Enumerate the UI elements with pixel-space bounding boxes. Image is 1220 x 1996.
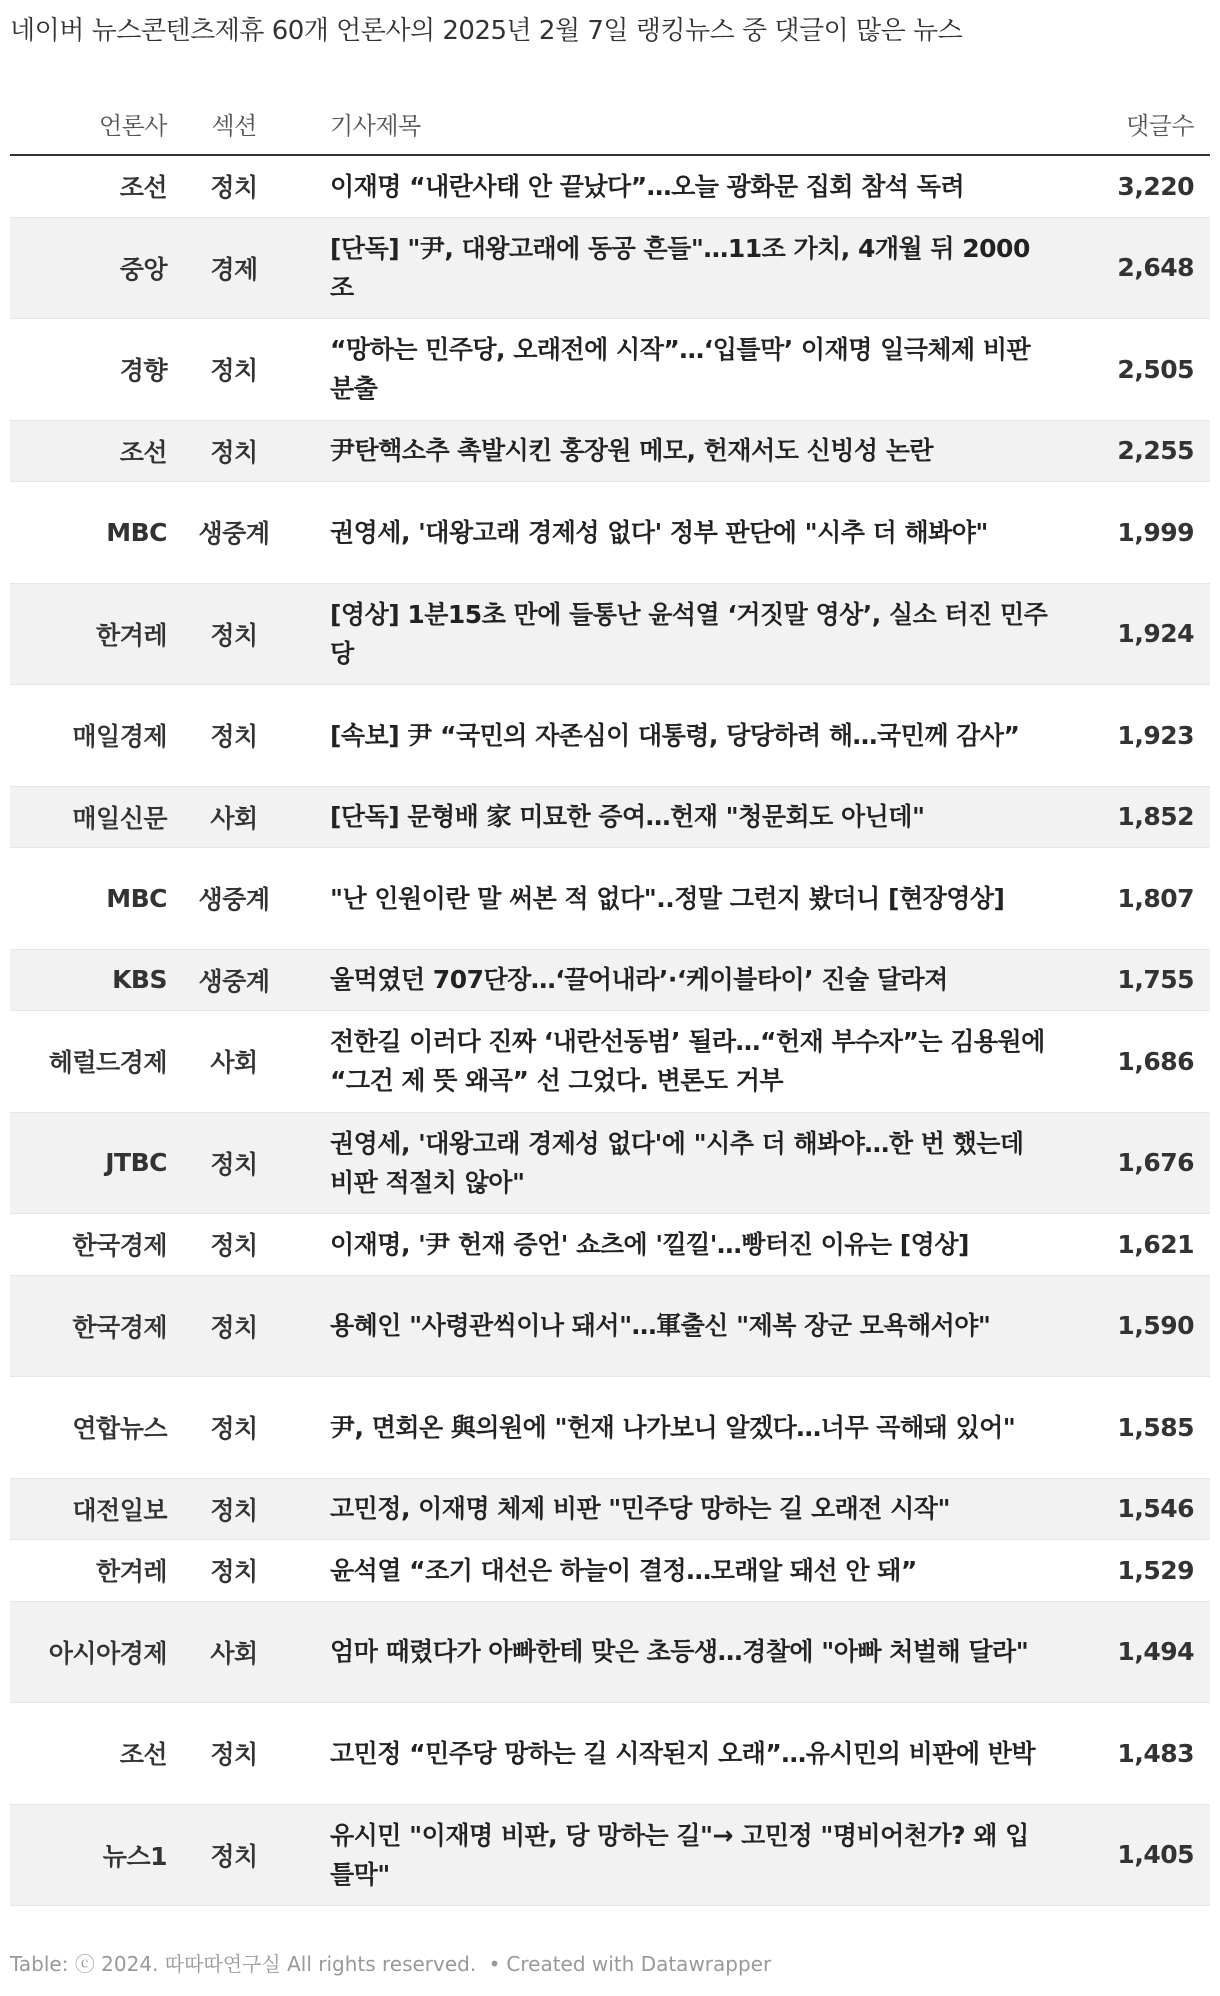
cell-title: [속보] 尹 “국민의 자존심이 대통령, 당당하려 해…국민께 감사” xyxy=(330,720,1020,750)
cell-section: 정치 xyxy=(210,722,258,752)
cell-title: 권영세, '대왕고래 경제성 없다' 정부 판단에 "시추 더 해봐야" xyxy=(330,517,988,547)
cell-outlet: 조선 xyxy=(119,1740,167,1770)
cell-comments: 1,405 xyxy=(1117,1840,1194,1870)
cell-section: 정치 xyxy=(210,1414,258,1444)
cell-section: 정치 xyxy=(210,1557,258,1587)
cell-outlet: 조선 xyxy=(119,173,167,203)
cell-title: [단독] 문형배 家 미묘한 증여…헌재 "청문회도 아닌데" xyxy=(330,802,925,832)
footer-prefix: Table: xyxy=(10,1952,69,1976)
cell-section: 사회 xyxy=(210,1048,258,1078)
cell-outlet: 매일신문 xyxy=(72,803,167,833)
table-row xyxy=(10,1113,1210,1215)
cell-section: 정치 xyxy=(210,1841,258,1871)
cell-title: 이재명 “내란사태 안 끝났다”…오늘 광화문 집회 참석 독려 xyxy=(330,171,965,201)
cell-comments: 1,923 xyxy=(1117,720,1194,750)
cell-title: 용혜인 "사령관씩이나 돼서"…軍출신 "제복 장군 모욕해서야" xyxy=(330,1311,991,1341)
cell-title: [영상] 1분15초 만에 들통난 윤석열 ‘거짓말 영상’, 실소 터진 민주당 xyxy=(330,599,1048,668)
cell-section: 정치 xyxy=(210,1149,258,1179)
cell-comments: 1,676 xyxy=(1117,1148,1194,1178)
cell-outlet: 조선 xyxy=(119,437,167,467)
column-header-outlet: 언론사 xyxy=(98,111,167,140)
cell-title: 엄마 때렸다가 아빠한테 맞은 초등생…경찰에 "아빠 처벌해 달라" xyxy=(330,1637,1029,1667)
cell-title: 윤석열 “조기 대선은 하늘이 결정…모래알 돼선 안 돼” xyxy=(330,1555,917,1585)
cell-comments: 2,505 xyxy=(1117,354,1194,384)
cell-outlet: 뉴스1 xyxy=(102,1841,167,1871)
cell-section: 정치 xyxy=(210,1495,258,1525)
cell-title: 권영세, '대왕고래 경제성 없다'에 "시추 더 해봐야…한 번 했는데 비판 적절치 않아" xyxy=(330,1128,1024,1197)
cell-outlet: MBC xyxy=(106,517,167,547)
cell-outlet: 한겨레 xyxy=(96,1557,167,1587)
cell-title: 유시민 "이재명 비판, 당 망하는 길"→ 고민정 "명비어천가? 왜 입틀막" xyxy=(330,1820,1029,1889)
cell-comments: 1,483 xyxy=(1117,1738,1194,1768)
column-header-section: 섹션 xyxy=(211,111,257,140)
table-title: 네이버 뉴스콘텐츠제휴 60개 언론사의 2025년 2월 7일 랭킹뉴스 중 댓글이 많은 뉴스 xyxy=(10,16,963,46)
table-row xyxy=(10,218,1210,320)
table-row xyxy=(10,950,1210,1012)
cell-section: 정치 xyxy=(210,1231,258,1261)
cell-comments: 1,924 xyxy=(1117,619,1194,649)
ranking-table xyxy=(10,92,1210,1906)
table-row xyxy=(10,1377,1210,1479)
cell-title: [단독] "尹, 대왕고래에 동공 흔들"…11조 가치, 4개월 뒤 2000조 xyxy=(330,233,1030,302)
cell-title: “망하는 민주당, 오래전에 시작”…‘입틀막’ 이재명 일극체제 비판 분출 xyxy=(330,335,1031,404)
table-row xyxy=(10,848,1210,950)
cell-outlet: KBS xyxy=(112,965,167,995)
cell-section: 정치 xyxy=(210,1740,258,1770)
cell-title: 고민정 “민주당 망하는 길 시작된지 오래”…유시민의 비판에 반박 xyxy=(330,1738,1036,1768)
cell-section: 정치 xyxy=(210,437,258,467)
table-row xyxy=(10,1703,1210,1805)
column-header-comments: 댓글수 xyxy=(1125,111,1194,140)
table-row xyxy=(10,1540,1210,1602)
cell-comments: 1,621 xyxy=(1117,1229,1194,1259)
cell-comments: 2,648 xyxy=(1117,253,1194,283)
cell-outlet: JTBC xyxy=(105,1148,167,1178)
cell-title: 尹, 면회온 與의원에 "헌재 나가보니 알겠다…너무 곡해돼 있어" xyxy=(330,1412,1016,1442)
table-row xyxy=(10,1602,1210,1704)
cell-section: 정치 xyxy=(210,1312,258,1342)
footer-copyright: ⓒ 2024. 따따따연구실 All rights reserved. xyxy=(74,1952,477,1976)
cell-comments: 1,807 xyxy=(1117,883,1194,913)
cell-title: 울먹였던 707단장…‘끌어내라’·‘케이블타이’ 진술 달라져 xyxy=(330,965,948,995)
table-row xyxy=(10,1479,1210,1541)
cell-section: 정치 xyxy=(210,620,258,650)
cell-section: 생중계 xyxy=(198,966,270,996)
table-row xyxy=(10,1276,1210,1378)
cell-title: 고민정, 이재명 체제 비판 "민주당 망하는 길 오래전 시작" xyxy=(330,1494,950,1524)
cell-comments: 1,494 xyxy=(1117,1637,1194,1667)
cell-comments: 1,755 xyxy=(1117,965,1194,995)
cell-comments: 1,590 xyxy=(1117,1311,1194,1341)
cell-outlet: 경향 xyxy=(119,356,167,386)
table-row xyxy=(10,1214,1210,1276)
cell-comments: 1,546 xyxy=(1117,1494,1194,1524)
cell-outlet: 중앙 xyxy=(119,254,167,284)
cell-outlet: 한국경제 xyxy=(72,1231,167,1261)
cell-section: 사회 xyxy=(210,803,258,833)
cell-title: 전한길 이러다 진짜 ‘내란선동범’ 될라…“헌재 부수자”는 김용원에 “그건 제 뜻 왜곡” 선 그었다. 변론도 거부 xyxy=(330,1027,1045,1096)
cell-outlet: 매일경제 xyxy=(72,722,167,752)
cell-outlet: 대전일보 xyxy=(72,1495,167,1525)
table-row xyxy=(10,584,1210,686)
cell-outlet: 한국경제 xyxy=(72,1312,167,1342)
cell-title: 尹탄핵소추 촉발시킨 홍장원 메모, 헌재서도 신빙성 논란 xyxy=(330,436,934,466)
table-header xyxy=(10,92,1210,156)
table-footer xyxy=(10,1948,771,1977)
table-row xyxy=(10,1805,1210,1907)
cell-section: 정치 xyxy=(210,173,258,203)
cell-section: 경제 xyxy=(210,254,258,284)
cell-outlet: 한겨레 xyxy=(96,620,167,650)
column-header-title: 기사제목 xyxy=(330,111,421,140)
footer-credit-link[interactable]: Created with Datawrapper xyxy=(506,1952,772,1976)
table-row xyxy=(10,482,1210,584)
cell-comments: 3,220 xyxy=(1117,171,1194,201)
cell-comments: 1,686 xyxy=(1117,1046,1194,1076)
cell-section: 생중계 xyxy=(198,519,270,549)
cell-comments: 1,529 xyxy=(1117,1555,1194,1585)
cell-comments: 1,585 xyxy=(1117,1412,1194,1442)
cell-outlet: 연합뉴스 xyxy=(72,1414,167,1444)
cell-title: 이재명, '尹 헌재 증언' 쇼츠에 '낄낄'…빵터진 이유는 [영상] xyxy=(330,1229,969,1259)
cell-section: 정치 xyxy=(210,356,258,386)
cell-outlet: MBC xyxy=(106,883,167,913)
table-row xyxy=(10,156,1210,218)
table-row xyxy=(10,421,1210,483)
footer-separator: • xyxy=(488,1952,501,1976)
cell-comments: 1,999 xyxy=(1117,517,1194,547)
table-row xyxy=(10,787,1210,849)
cell-section: 생중계 xyxy=(198,885,270,915)
table-row xyxy=(10,319,1210,421)
cell-outlet: 아시아경제 xyxy=(48,1638,167,1668)
cell-outlet: 헤럴드경제 xyxy=(48,1048,167,1078)
cell-title: "난 인원이란 말 써본 적 없다"..정말 그런지 봤더니 [현장영상] xyxy=(330,883,1005,913)
cell-comments: 1,852 xyxy=(1117,802,1194,832)
table-row xyxy=(10,1011,1210,1113)
cell-comments: 2,255 xyxy=(1117,436,1194,466)
cell-section: 사회 xyxy=(210,1638,258,1668)
table-row xyxy=(10,685,1210,787)
table-body xyxy=(10,156,1210,1906)
